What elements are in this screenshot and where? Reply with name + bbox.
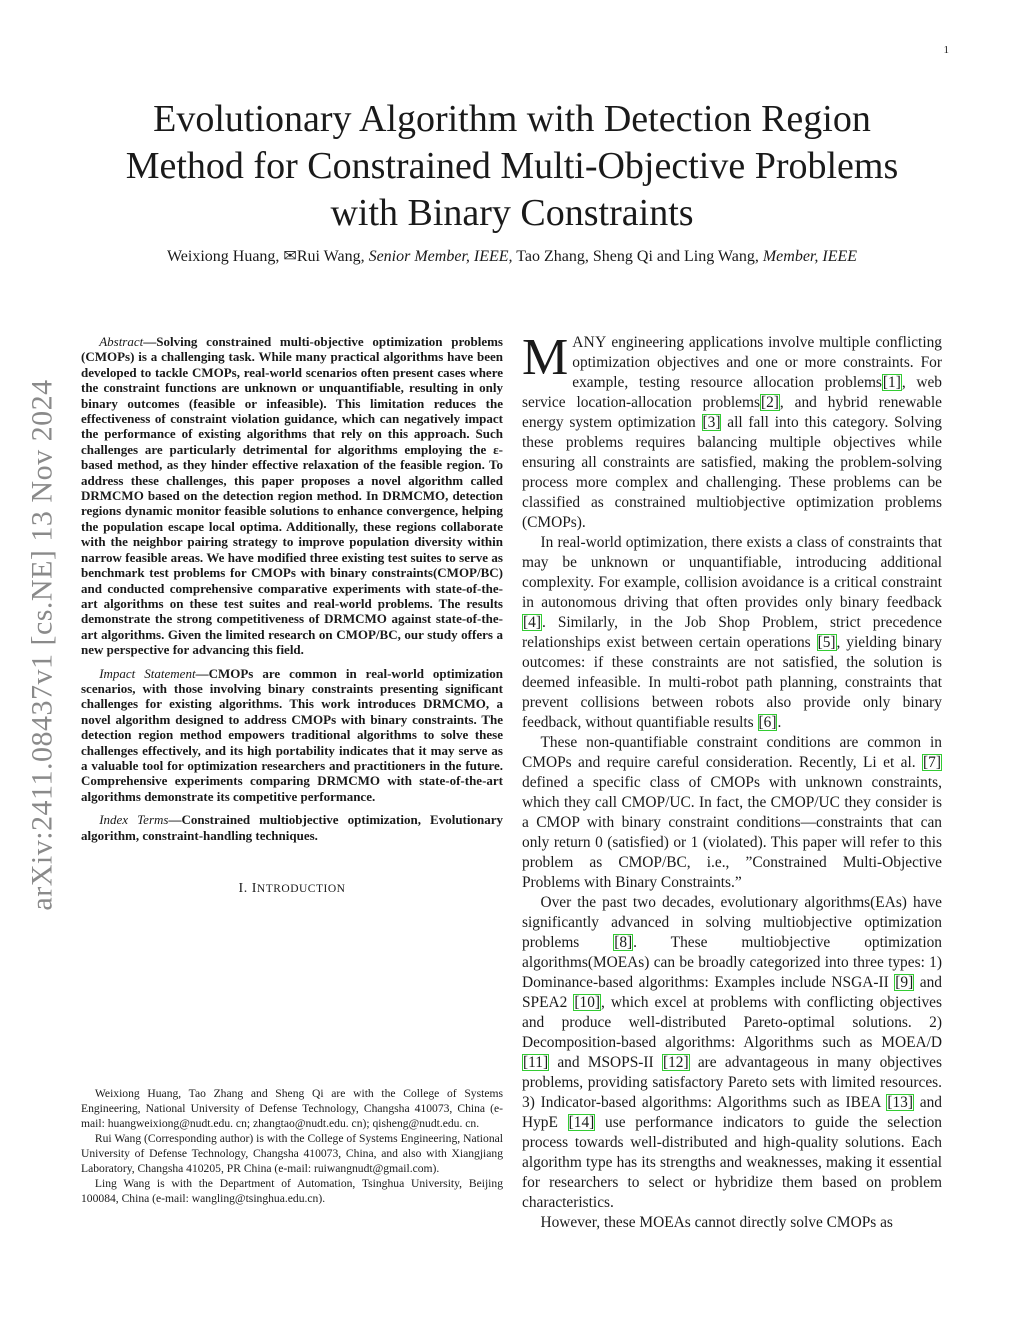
author-role: Member, IEEE [762, 248, 858, 265]
citation-link[interactable]: [1] [882, 374, 901, 391]
intro-paragraph-3 [522, 733, 942, 893]
citation-link[interactable]: [10] [574, 994, 601, 1011]
text-run: and SPEA2 [522, 974, 942, 1011]
text-run: engineering applications involve multiple conflicting optimization objectives and one or more constraints. For example, testing resource allocation problems [572, 334, 942, 391]
text-run: , web service location-allocation problems [522, 374, 943, 411]
text-run: all fall into this category. Solving these problems requires balancing multiple objectives while ensuring all constraints are satisfied, making the problem-solving process more complex and challenging. These problems can be classified as constrained multiobjective optimization problems (CMOPs). [522, 414, 942, 531]
section-number: I. [238, 881, 248, 896]
page-number: 1 [943, 44, 949, 56]
citation-link[interactable]: [13] [887, 1094, 913, 1111]
impact-statement [81, 666, 503, 805]
text-run: defined a specific class of CMOPs with unknown constraints, which they call CMOP/UC. In fact, the CMOP/UC they consider is a CMOP with binary constraint conditions—constraints that can only return 0 (satisfied) or 1 (violated). This paper will refer to this problem as CMOP/BC, i.e., ”Constrained Multi-Objective Problems with Binary Constraints.” [522, 774, 942, 891]
text-run: In real-world optimization, there exists a class of constraints that may be unknown or unquantifiable, introducing additional complexity. For example, collision avoidance is a critical constraint in autonomous driving that often provides only binary feedback [522, 534, 942, 611]
paper-title [60, 96, 964, 237]
text-run: , yielding binary outcomes: if these constraints are not satisfied, the solution is deemed infeasible. In multi-robot path planning, constraints that prevent collisions between robots also provide only binary feedback, without quantifiable results [522, 634, 942, 731]
citation-link[interactable]: [5] [817, 634, 836, 651]
footnotes [81, 1086, 503, 1206]
author-role: Senior Member, IEEE, [368, 248, 513, 265]
citation-link[interactable]: [6] [758, 714, 777, 731]
index-terms-label: Index Terms [99, 812, 169, 828]
right-column [522, 329, 943, 1233]
abstract [81, 334, 503, 658]
authors-part: Weixiong Huang, ✉Rui Wang, [166, 248, 369, 265]
arxiv-watermark [20, 350, 66, 940]
text-run: These non-quantifiable constraint conditions are common in CMOPs and require careful consideration. Recently, Li et al. [522, 734, 942, 771]
intro-paragraph-1 [522, 329, 943, 533]
footnote: Ling Wang is with the Department of Automation, Tsinghua University, Beijing 100084, China (e-mail: wangling@tsinghua.edu.cn). [81, 1177, 503, 1205]
intro-caps: ANY [572, 334, 607, 351]
text-run: . [777, 714, 782, 731]
title-line: with Binary Constraints [330, 192, 694, 234]
arxiv-id: arXiv:2411.08437v1 [cs.NE] 13 Nov 2024 [26, 379, 59, 911]
intro-paragraph-4 [522, 893, 942, 1213]
section-heading [81, 881, 503, 897]
footnote: Rui Wang (Corresponding author) is with the College of Systems Engineering, National University of Defense Technology, Changsha 410073, China, and also with Xiangjiang Laboratory, Changsha 410205, PR China (e-mail: ruiwangnudt@gmail.com). [81, 1132, 503, 1175]
title-line: Method for Constrained Multi-Objective Problems [125, 145, 899, 187]
text-run: . These multiobjective optimization algorithms(MOEAs) can be broadly categorized into three types: 1) Dominance-based algorithms: Examples include NSGA-II [522, 934, 942, 991]
title-line: Evolutionary Algorithm with Detection Region [153, 98, 871, 140]
drop-cap: M [522, 329, 569, 386]
intro-paragraph-5: However, these MOEAs cannot directly solve CMOPs as [540, 1214, 893, 1231]
section-initial: I [251, 881, 257, 896]
text-run: , and hybrid renewable energy system optimization [522, 394, 942, 431]
citation-link[interactable]: [8] [614, 934, 633, 951]
text-run: , which excel at problems with conflicting objectives and produce well-distributed Pareto-optimal solutions. 2) Decomposition-based algorithms: Algorithms such as MOEA/D [522, 994, 942, 1051]
citation-link[interactable]: [14] [568, 1114, 595, 1131]
abstract-label: Abstract [99, 334, 144, 349]
authors-part: Tao Zhang, Sheng Qi and Ling Wang, [512, 248, 763, 265]
author-list [60, 246, 964, 266]
impact-label: Impact Statement [99, 665, 196, 681]
impact-text: —CMOPs are common in real-world optimization scenarios, with those involving binary constraints presenting significant challenges for existing algorithms. This work introduces DRMCMO, a novel algorithm designed to address CMOPs with binary constraints. The detection region method empowers traditional algorithms to solve these challenges effectively, and its high portability indicates that it may serve as a valuable tool for optimization researchers and practitioners in the future. Comprehensive experiments comparing DRMCMO with state-of-the-art algorithms demonstrate its competitive performance. [81, 665, 503, 804]
index-terms-text: —Constrained multiobjective optimization, Evolutionary algorithm, constraint-handling techniques. [81, 812, 503, 843]
footnote: Weixiong Huang, Tao Zhang and Sheng Qi are with the College of Systems Engineering, National University of Defense Technology, Changsha 410073, China (e-mail: huangweixiong@nudt.edu. cn; zhangtao@nudt.edu. cn); qisheng@nudt.edu. cn. [81, 1087, 503, 1130]
index-terms [81, 812, 503, 843]
text-run: Over the past two decades, evolutionary algorithms(EAs) have significantly advanced in solving multiobjective optimization problems [522, 894, 942, 951]
text-run: use performance indicators to guide the selection process towards well-distributed and high-quality solutions. Each algorithm type has its strengths and weaknesses, making it essential for researchers to select or hybridize them based on problem characteristics. [522, 1114, 942, 1211]
text-run: are advantageous in many objectives problems, providing satisfactory Pareto sets with limited resources. 3) Indicator-based algorithms: Algorithms such as IBEA [522, 1054, 942, 1111]
citation-link[interactable]: [3] [702, 414, 721, 431]
text-run: and MSOPS-II [549, 1054, 662, 1071]
citation-link[interactable]: [11] [523, 1054, 549, 1071]
citation-link[interactable]: [9] [895, 974, 914, 991]
citation-link[interactable]: [12] [662, 1054, 689, 1071]
section-title-rest: NTRODUCTION [256, 883, 346, 895]
citation-link[interactable]: [2] [760, 394, 779, 411]
citation-link[interactable]: [7] [923, 754, 941, 771]
abstract-text: —Solving constrained multi-objective optimization problems (CMOPs) is a challenging task. While many practical algorithms have been developed to tackle CMOPs, real-world scenarios often present cases where the constraint functions are unknown or unquantifiable, resulting in only binary outcomes (feasible or infeasible). This limitation reduces the effectiveness of constraint violation guidance, which can negatively impact the performance of existing algorithms that rely on this approach. Such challenges are particularly detrimental for algorithms employing the ε-based method, as they hinder effective relaxation of the feasible region. To address these challenges, this paper proposes a novel algorithm called DRMCMO based on the detection region method. In DRMCMO, detection regions dynamic monitor feasible solutions to enhance convergence, helping the population escape local optima. Additionally, these regions collaborate with the neighbor pairing strategy to improve population diversity within narrow feasible areas. We have modified three existing test suites to serve as benchmark test problems for CMOPs with binary constraints(CMOP/BC) and conducted comprehensive comparative experiments with state-of-the-art algorithms on these test suites and real-world problems. The results demonstrate the strong competitiveness of DRMCMO against state-of-the-art algorithms. Given the limited research on CMOP/BC, our study offers a new perspective for advancing this field. [81, 334, 503, 658]
left-column [81, 334, 503, 897]
text-run: and HypE [522, 1094, 942, 1131]
citation-link[interactable]: [4] [523, 614, 541, 631]
intro-paragraph-2 [522, 533, 942, 733]
text-run: . Similarly, in the Job Shop Problem, strict precedence relationships exist between certain operations [522, 614, 942, 651]
